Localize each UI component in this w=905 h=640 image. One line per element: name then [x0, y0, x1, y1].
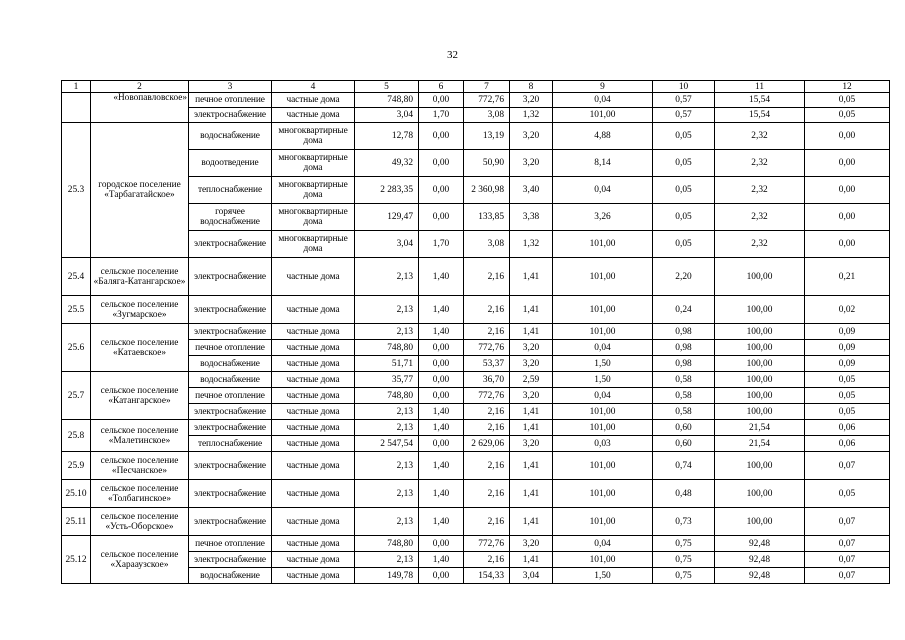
value-c11: 21,54 — [715, 436, 805, 452]
value-c5: 129,47 — [355, 204, 419, 231]
header-cell: 4 — [272, 81, 355, 93]
utility-type: печное отопление — [189, 388, 272, 404]
value-c9: 0,04 — [553, 340, 653, 356]
group-number: 25.5 — [62, 296, 91, 324]
value-c11: 2,32 — [715, 123, 805, 150]
value-c10: 0,58 — [653, 372, 715, 388]
value-c11: 15,54 — [715, 93, 805, 108]
value-c8: 3,38 — [510, 204, 553, 231]
value-c9: 1,50 — [553, 356, 653, 372]
utility-type: электроснабжение — [189, 480, 272, 508]
value-c7: 133,85 — [464, 204, 510, 231]
value-c12: 0,09 — [805, 340, 890, 356]
header-cell: 5 — [355, 81, 419, 93]
value-c5: 748,80 — [355, 93, 419, 108]
value-c5: 748,80 — [355, 536, 419, 552]
value-c9: 101,00 — [553, 296, 653, 324]
value-c10: 0,58 — [653, 388, 715, 404]
value-c7: 2,16 — [464, 258, 510, 296]
value-c8: 3,20 — [510, 123, 553, 150]
value-c8: 1,32 — [510, 231, 553, 258]
header-cell: 6 — [419, 81, 464, 93]
value-c5: 3,04 — [355, 108, 419, 123]
utility-type: электроснабжение — [189, 404, 272, 420]
value-c11: 92,48 — [715, 552, 805, 568]
value-c8: 1,41 — [510, 404, 553, 420]
value-c6: 1,40 — [419, 420, 464, 436]
value-c8: 3,40 — [510, 177, 553, 204]
value-c5: 35,77 — [355, 372, 419, 388]
value-c12: 0,05 — [805, 388, 890, 404]
value-c7: 2,16 — [464, 420, 510, 436]
table-row — [62, 93, 890, 108]
value-c7: 772,76 — [464, 536, 510, 552]
value-c8: 1,41 — [510, 480, 553, 508]
value-c7: 2,16 — [464, 480, 510, 508]
value-c9: 101,00 — [553, 480, 653, 508]
header-row — [62, 81, 890, 93]
value-c10: 0,75 — [653, 568, 715, 584]
utility-type: горячее водоснабжение — [189, 204, 272, 231]
table-row — [62, 452, 890, 480]
value-c7: 772,76 — [464, 388, 510, 404]
value-c10: 0,05 — [653, 177, 715, 204]
group-number: 25.3 — [62, 123, 91, 258]
value-c12: 0,21 — [805, 258, 890, 296]
header-cell: 12 — [805, 81, 890, 93]
header-cell: 3 — [189, 81, 272, 93]
value-c9: 101,00 — [553, 552, 653, 568]
value-c8: 1,32 — [510, 108, 553, 123]
value-c10: 0,98 — [653, 340, 715, 356]
value-c9: 101,00 — [553, 452, 653, 480]
group-number: 25.12 — [62, 536, 91, 584]
consumer-type: частные дома — [272, 508, 355, 536]
value-c8: 3,20 — [510, 340, 553, 356]
value-c6: 1,40 — [419, 296, 464, 324]
consumer-type: частные дома — [272, 296, 355, 324]
value-c7: 3,08 — [464, 231, 510, 258]
value-c7: 2 360,98 — [464, 177, 510, 204]
value-c11: 100,00 — [715, 356, 805, 372]
value-c11: 100,00 — [715, 324, 805, 340]
value-c9: 101,00 — [553, 420, 653, 436]
table-row — [62, 258, 890, 296]
page-number: 32 — [447, 49, 458, 61]
utility-type: теплоснабжение — [189, 177, 272, 204]
value-c10: 0,48 — [653, 480, 715, 508]
value-c7: 2,16 — [464, 404, 510, 420]
value-c12: 0,00 — [805, 123, 890, 150]
settlement-name: городское поселение «Тарбагатайское» — [91, 123, 189, 258]
settlement-name: сельское поселение «Баляга-Катангарское» — [91, 258, 189, 296]
header-cell: 10 — [653, 81, 715, 93]
table-row — [62, 536, 890, 552]
value-c12: 0,00 — [805, 177, 890, 204]
value-c6: 0,00 — [419, 204, 464, 231]
value-c12: 0,07 — [805, 452, 890, 480]
utility-type: водоснабжение — [189, 356, 272, 372]
value-c5: 2 283,35 — [355, 177, 419, 204]
value-c8: 3,20 — [510, 356, 553, 372]
consumer-type: частные дома — [272, 388, 355, 404]
value-c6: 0,00 — [419, 340, 464, 356]
value-c9: 1,50 — [553, 372, 653, 388]
value-c8: 1,41 — [510, 258, 553, 296]
value-c9: 101,00 — [553, 258, 653, 296]
consumer-type: частные дома — [272, 108, 355, 123]
value-c11: 100,00 — [715, 404, 805, 420]
value-c11: 2,32 — [715, 150, 805, 177]
value-c7: 772,76 — [464, 93, 510, 108]
value-c7: 2,16 — [464, 552, 510, 568]
consumer-type: частные дома — [272, 568, 355, 584]
value-c11: 100,00 — [715, 372, 805, 388]
value-c12: 0,06 — [805, 436, 890, 452]
settlement-name: сельское поселение «Толбагинское» — [91, 480, 189, 508]
settlement-name: сельское поселение «Зугмарское» — [91, 296, 189, 324]
value-c12: 0,09 — [805, 324, 890, 340]
value-c8: 1,41 — [510, 508, 553, 536]
settlement-name: сельское поселение «Малетинское» — [91, 420, 189, 452]
value-c5: 149,78 — [355, 568, 419, 584]
table-row — [62, 324, 890, 340]
value-c8: 1,41 — [510, 452, 553, 480]
value-c12: 0,07 — [805, 552, 890, 568]
value-c8: 3,04 — [510, 568, 553, 584]
value-c10: 0,75 — [653, 536, 715, 552]
value-c8: 1,41 — [510, 420, 553, 436]
value-c11: 92,48 — [715, 536, 805, 552]
value-c10: 0,60 — [653, 420, 715, 436]
value-c12: 0,05 — [805, 93, 890, 108]
value-c11: 2,32 — [715, 231, 805, 258]
value-c5: 2 547,54 — [355, 436, 419, 452]
group-number — [62, 93, 91, 123]
value-c10: 0,05 — [653, 123, 715, 150]
value-c7: 154,33 — [464, 568, 510, 584]
value-c6: 0,00 — [419, 568, 464, 584]
value-c10: 0,58 — [653, 404, 715, 420]
consumer-type: многоквартирные дома — [272, 150, 355, 177]
value-c6: 1,40 — [419, 480, 464, 508]
settlement-name: сельское поселение «Песчанское» — [91, 452, 189, 480]
value-c10: 0,75 — [653, 552, 715, 568]
value-c9: 4,88 — [553, 123, 653, 150]
consumer-type: частные дома — [272, 480, 355, 508]
value-c12: 0,05 — [805, 372, 890, 388]
value-c6: 0,00 — [419, 436, 464, 452]
table-row — [62, 372, 890, 388]
value-c6: 0,00 — [419, 388, 464, 404]
value-c12: 0,09 — [805, 356, 890, 372]
value-c6: 0,00 — [419, 372, 464, 388]
consumer-type: частные дома — [272, 420, 355, 436]
table-row — [62, 508, 890, 536]
group-number: 25.4 — [62, 258, 91, 296]
header-cell: 2 — [91, 81, 189, 93]
value-c5: 49,32 — [355, 150, 419, 177]
consumer-type: частные дома — [272, 536, 355, 552]
value-c6: 1,40 — [419, 552, 464, 568]
consumer-type: частные дома — [272, 436, 355, 452]
utility-type: электроснабжение — [189, 452, 272, 480]
consumer-type: многоквартирные дома — [272, 177, 355, 204]
value-c10: 0,74 — [653, 452, 715, 480]
group-number: 25.10 — [62, 480, 91, 508]
value-c12: 0,06 — [805, 420, 890, 436]
value-c8: 1,41 — [510, 552, 553, 568]
consumer-type: многоквартирные дома — [272, 123, 355, 150]
value-c9: 0,04 — [553, 536, 653, 552]
consumer-type: многоквартирные дома — [272, 231, 355, 258]
value-c12: 0,05 — [805, 108, 890, 123]
utility-type: печное отопление — [189, 93, 272, 108]
consumer-type: частные дома — [272, 258, 355, 296]
value-c6: 1,70 — [419, 108, 464, 123]
utility-type: водоснабжение — [189, 123, 272, 150]
value-c5: 2,13 — [355, 404, 419, 420]
value-c5: 2,13 — [355, 508, 419, 536]
value-c8: 2,59 — [510, 372, 553, 388]
value-c7: 53,37 — [464, 356, 510, 372]
value-c8: 3,20 — [510, 388, 553, 404]
value-c10: 0,05 — [653, 204, 715, 231]
value-c9: 0,04 — [553, 388, 653, 404]
table-row — [62, 123, 890, 150]
value-c6: 1,40 — [419, 452, 464, 480]
value-c5: 2,13 — [355, 296, 419, 324]
value-c10: 0,24 — [653, 296, 715, 324]
value-c6: 0,00 — [419, 123, 464, 150]
consumer-type: частные дома — [272, 404, 355, 420]
value-c9: 8,14 — [553, 150, 653, 177]
value-c9: 101,00 — [553, 231, 653, 258]
value-c10: 0,57 — [653, 108, 715, 123]
consumer-type: частные дома — [272, 324, 355, 340]
table-row — [62, 420, 890, 436]
value-c7: 2 629,06 — [464, 436, 510, 452]
value-c5: 748,80 — [355, 340, 419, 356]
value-c10: 0,60 — [653, 436, 715, 452]
value-c6: 0,00 — [419, 356, 464, 372]
value-c9: 0,03 — [553, 436, 653, 452]
value-c9: 101,00 — [553, 404, 653, 420]
value-c12: 0,07 — [805, 536, 890, 552]
value-c11: 100,00 — [715, 508, 805, 536]
group-number: 25.8 — [62, 420, 91, 452]
value-c8: 3,20 — [510, 93, 553, 108]
value-c5: 3,04 — [355, 231, 419, 258]
value-c11: 15,54 — [715, 108, 805, 123]
group-number: 25.6 — [62, 324, 91, 372]
value-c5: 2,13 — [355, 324, 419, 340]
table-row — [62, 480, 890, 508]
utility-type: электроснабжение — [189, 420, 272, 436]
value-c9: 1,50 — [553, 568, 653, 584]
group-number: 25.9 — [62, 452, 91, 480]
value-c9: 0,04 — [553, 93, 653, 108]
value-c9: 0,04 — [553, 177, 653, 204]
value-c6: 0,00 — [419, 536, 464, 552]
consumer-type: многоквартирные дома — [272, 204, 355, 231]
consumer-type: частные дома — [272, 552, 355, 568]
settlement-name: сельское поселение «Катаевское» — [91, 324, 189, 372]
utility-type: теплоснабжение — [189, 436, 272, 452]
value-c5: 12,78 — [355, 123, 419, 150]
value-c7: 36,70 — [464, 372, 510, 388]
consumer-type: частные дома — [272, 452, 355, 480]
utility-type: водоотведение — [189, 150, 272, 177]
consumer-type: частные дома — [272, 356, 355, 372]
value-c12: 0,07 — [805, 568, 890, 584]
value-c6: 1,40 — [419, 258, 464, 296]
utility-type: электроснабжение — [189, 231, 272, 258]
group-number: 25.11 — [62, 508, 91, 536]
utility-type: электроснабжение — [189, 108, 272, 123]
value-c10: 0,57 — [653, 93, 715, 108]
value-c9: 101,00 — [553, 508, 653, 536]
value-c6: 1,70 — [419, 231, 464, 258]
value-c11: 2,32 — [715, 204, 805, 231]
utility-type: электроснабжение — [189, 552, 272, 568]
value-c7: 3,08 — [464, 108, 510, 123]
value-c10: 0,98 — [653, 356, 715, 372]
value-c11: 100,00 — [715, 258, 805, 296]
value-c11: 100,00 — [715, 340, 805, 356]
value-c12: 0,07 — [805, 508, 890, 536]
value-c7: 2,16 — [464, 508, 510, 536]
value-c7: 50,90 — [464, 150, 510, 177]
tariff-table — [61, 80, 890, 584]
value-c5: 748,80 — [355, 388, 419, 404]
value-c10: 0,05 — [653, 231, 715, 258]
utility-type: печное отопление — [189, 340, 272, 356]
value-c7: 2,16 — [464, 296, 510, 324]
value-c12: 0,02 — [805, 296, 890, 324]
value-c6: 0,00 — [419, 177, 464, 204]
value-c7: 2,16 — [464, 452, 510, 480]
consumer-type: частные дома — [272, 93, 355, 108]
value-c11: 100,00 — [715, 296, 805, 324]
value-c5: 2,13 — [355, 480, 419, 508]
utility-type: электроснабжение — [189, 258, 272, 296]
value-c10: 2,20 — [653, 258, 715, 296]
value-c11: 2,32 — [715, 177, 805, 204]
value-c5: 2,13 — [355, 420, 419, 436]
group-number: 25.7 — [62, 372, 91, 420]
utility-type: электроснабжение — [189, 508, 272, 536]
table-row — [62, 296, 890, 324]
value-c9: 101,00 — [553, 108, 653, 123]
header-cell: 8 — [510, 81, 553, 93]
value-c6: 0,00 — [419, 93, 464, 108]
settlement-name: сельское поселение «Усть-Оборское» — [91, 508, 189, 536]
value-c12: 0,05 — [805, 404, 890, 420]
settlement-name: «Новопавловское» — [91, 93, 189, 123]
value-c11: 21,54 — [715, 420, 805, 436]
value-c11: 100,00 — [715, 388, 805, 404]
value-c5: 2,13 — [355, 552, 419, 568]
value-c11: 100,00 — [715, 452, 805, 480]
value-c12: 0,00 — [805, 150, 890, 177]
value-c9: 3,26 — [553, 204, 653, 231]
utility-type: электроснабжение — [189, 324, 272, 340]
value-c8: 3,20 — [510, 436, 553, 452]
value-c8: 1,41 — [510, 324, 553, 340]
value-c6: 1,40 — [419, 404, 464, 420]
value-c8: 3,20 — [510, 536, 553, 552]
value-c12: 0,05 — [805, 480, 890, 508]
header-cell: 1 — [62, 81, 91, 93]
utility-type: водоснабжение — [189, 568, 272, 584]
header-cell: 7 — [464, 81, 510, 93]
value-c8: 1,41 — [510, 296, 553, 324]
consumer-type: частные дома — [272, 340, 355, 356]
value-c12: 0,00 — [805, 204, 890, 231]
value-c10: 0,05 — [653, 150, 715, 177]
value-c7: 2,16 — [464, 324, 510, 340]
value-c11: 92,48 — [715, 568, 805, 584]
value-c6: 1,40 — [419, 324, 464, 340]
settlement-name: сельское поселение «Катангарское» — [91, 372, 189, 420]
value-c7: 772,76 — [464, 340, 510, 356]
value-c6: 0,00 — [419, 150, 464, 177]
value-c12: 0,00 — [805, 231, 890, 258]
value-c5: 2,13 — [355, 258, 419, 296]
settlement-name: сельское поселение «Харааузское» — [91, 536, 189, 584]
value-c10: 0,98 — [653, 324, 715, 340]
value-c10: 0,73 — [653, 508, 715, 536]
value-c6: 1,40 — [419, 508, 464, 536]
header-cell: 9 — [553, 81, 653, 93]
value-c5: 2,13 — [355, 452, 419, 480]
utility-type: водоснабжение — [189, 372, 272, 388]
utility-type: электроснабжение — [189, 296, 272, 324]
consumer-type: частные дома — [272, 372, 355, 388]
value-c7: 13,19 — [464, 123, 510, 150]
value-c11: 100,00 — [715, 480, 805, 508]
value-c8: 3,20 — [510, 150, 553, 177]
utility-type: печное отопление — [189, 536, 272, 552]
header-cell: 11 — [715, 81, 805, 93]
value-c9: 101,00 — [553, 324, 653, 340]
value-c5: 51,71 — [355, 356, 419, 372]
